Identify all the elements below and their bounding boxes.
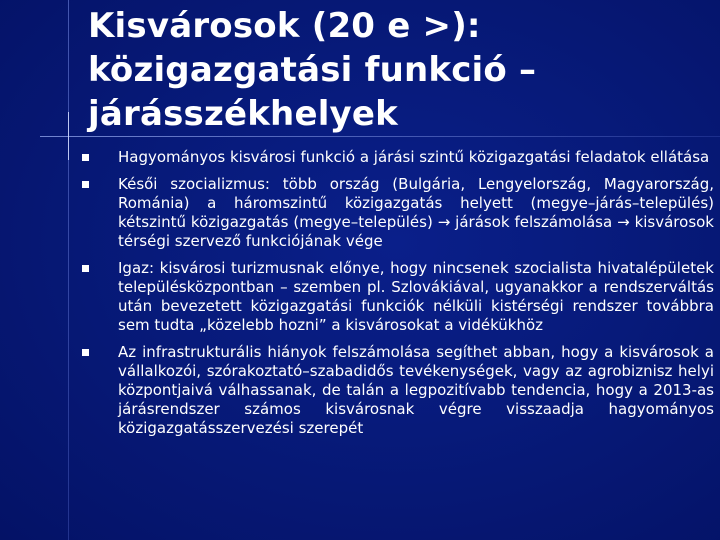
decorative-cross-accent <box>68 112 69 160</box>
bullet-item <box>82 259 714 335</box>
square-bullet-icon <box>82 148 118 167</box>
square-bullet-icon <box>82 343 118 362</box>
bullet-text: Késői szocializmus: több ország (Bulgária, Lengyelország, Magyarország, Románia) a háromszintű közigazgatás helyett (megye–járás–település) kétszintű közigazgatás (megye–település) → járások felszámolása → kisvárosok térségi szervező funkciójának vége <box>118 175 714 250</box>
slide-title: Kisvárosok (20 e >): közigazgatási funkció – járásszékhelyek <box>88 6 537 134</box>
bullet-item <box>82 148 714 167</box>
decorative-vertical-line <box>68 0 69 540</box>
bullet-list <box>82 148 714 446</box>
bullet-text: Igaz: kisvárosi turizmusnak előnye, hogy nincsenek szocialista hivatalépületek településközpontban – szemben pl. Szlovákiával, ugyanakkor a rendszerváltás után bevezetett közigazgatási funkciók nélküli kistérségi rendszer továbbra sem tudta „közelebb hozni” a kisvárosokat a vidékükhöz <box>118 259 714 334</box>
square-bullet-icon <box>82 259 118 278</box>
decorative-horizontal-line <box>40 136 720 137</box>
bullet-item <box>82 343 714 438</box>
bullet-text: Az infrastrukturális hiányok felszámolása segíthet abban, hogy a kisvárosok a vállalkozói, szórakoztató–szabadidős tevékenységek, vagy az agrobiznisz helyi központjaivá válhassanak, de talán a legpozitívabb tendencia, hogy a 2013-as járásrendszer számos kisvárosnak végre visszaadja hagyományos közigazgatásszervezési szerepét <box>118 343 714 437</box>
bullet-text: Hagyományos kisvárosi funkció a járási szintű közigazgatási feladatok ellátása <box>118 148 710 166</box>
square-bullet-icon <box>82 175 118 194</box>
bullet-item <box>82 175 714 251</box>
